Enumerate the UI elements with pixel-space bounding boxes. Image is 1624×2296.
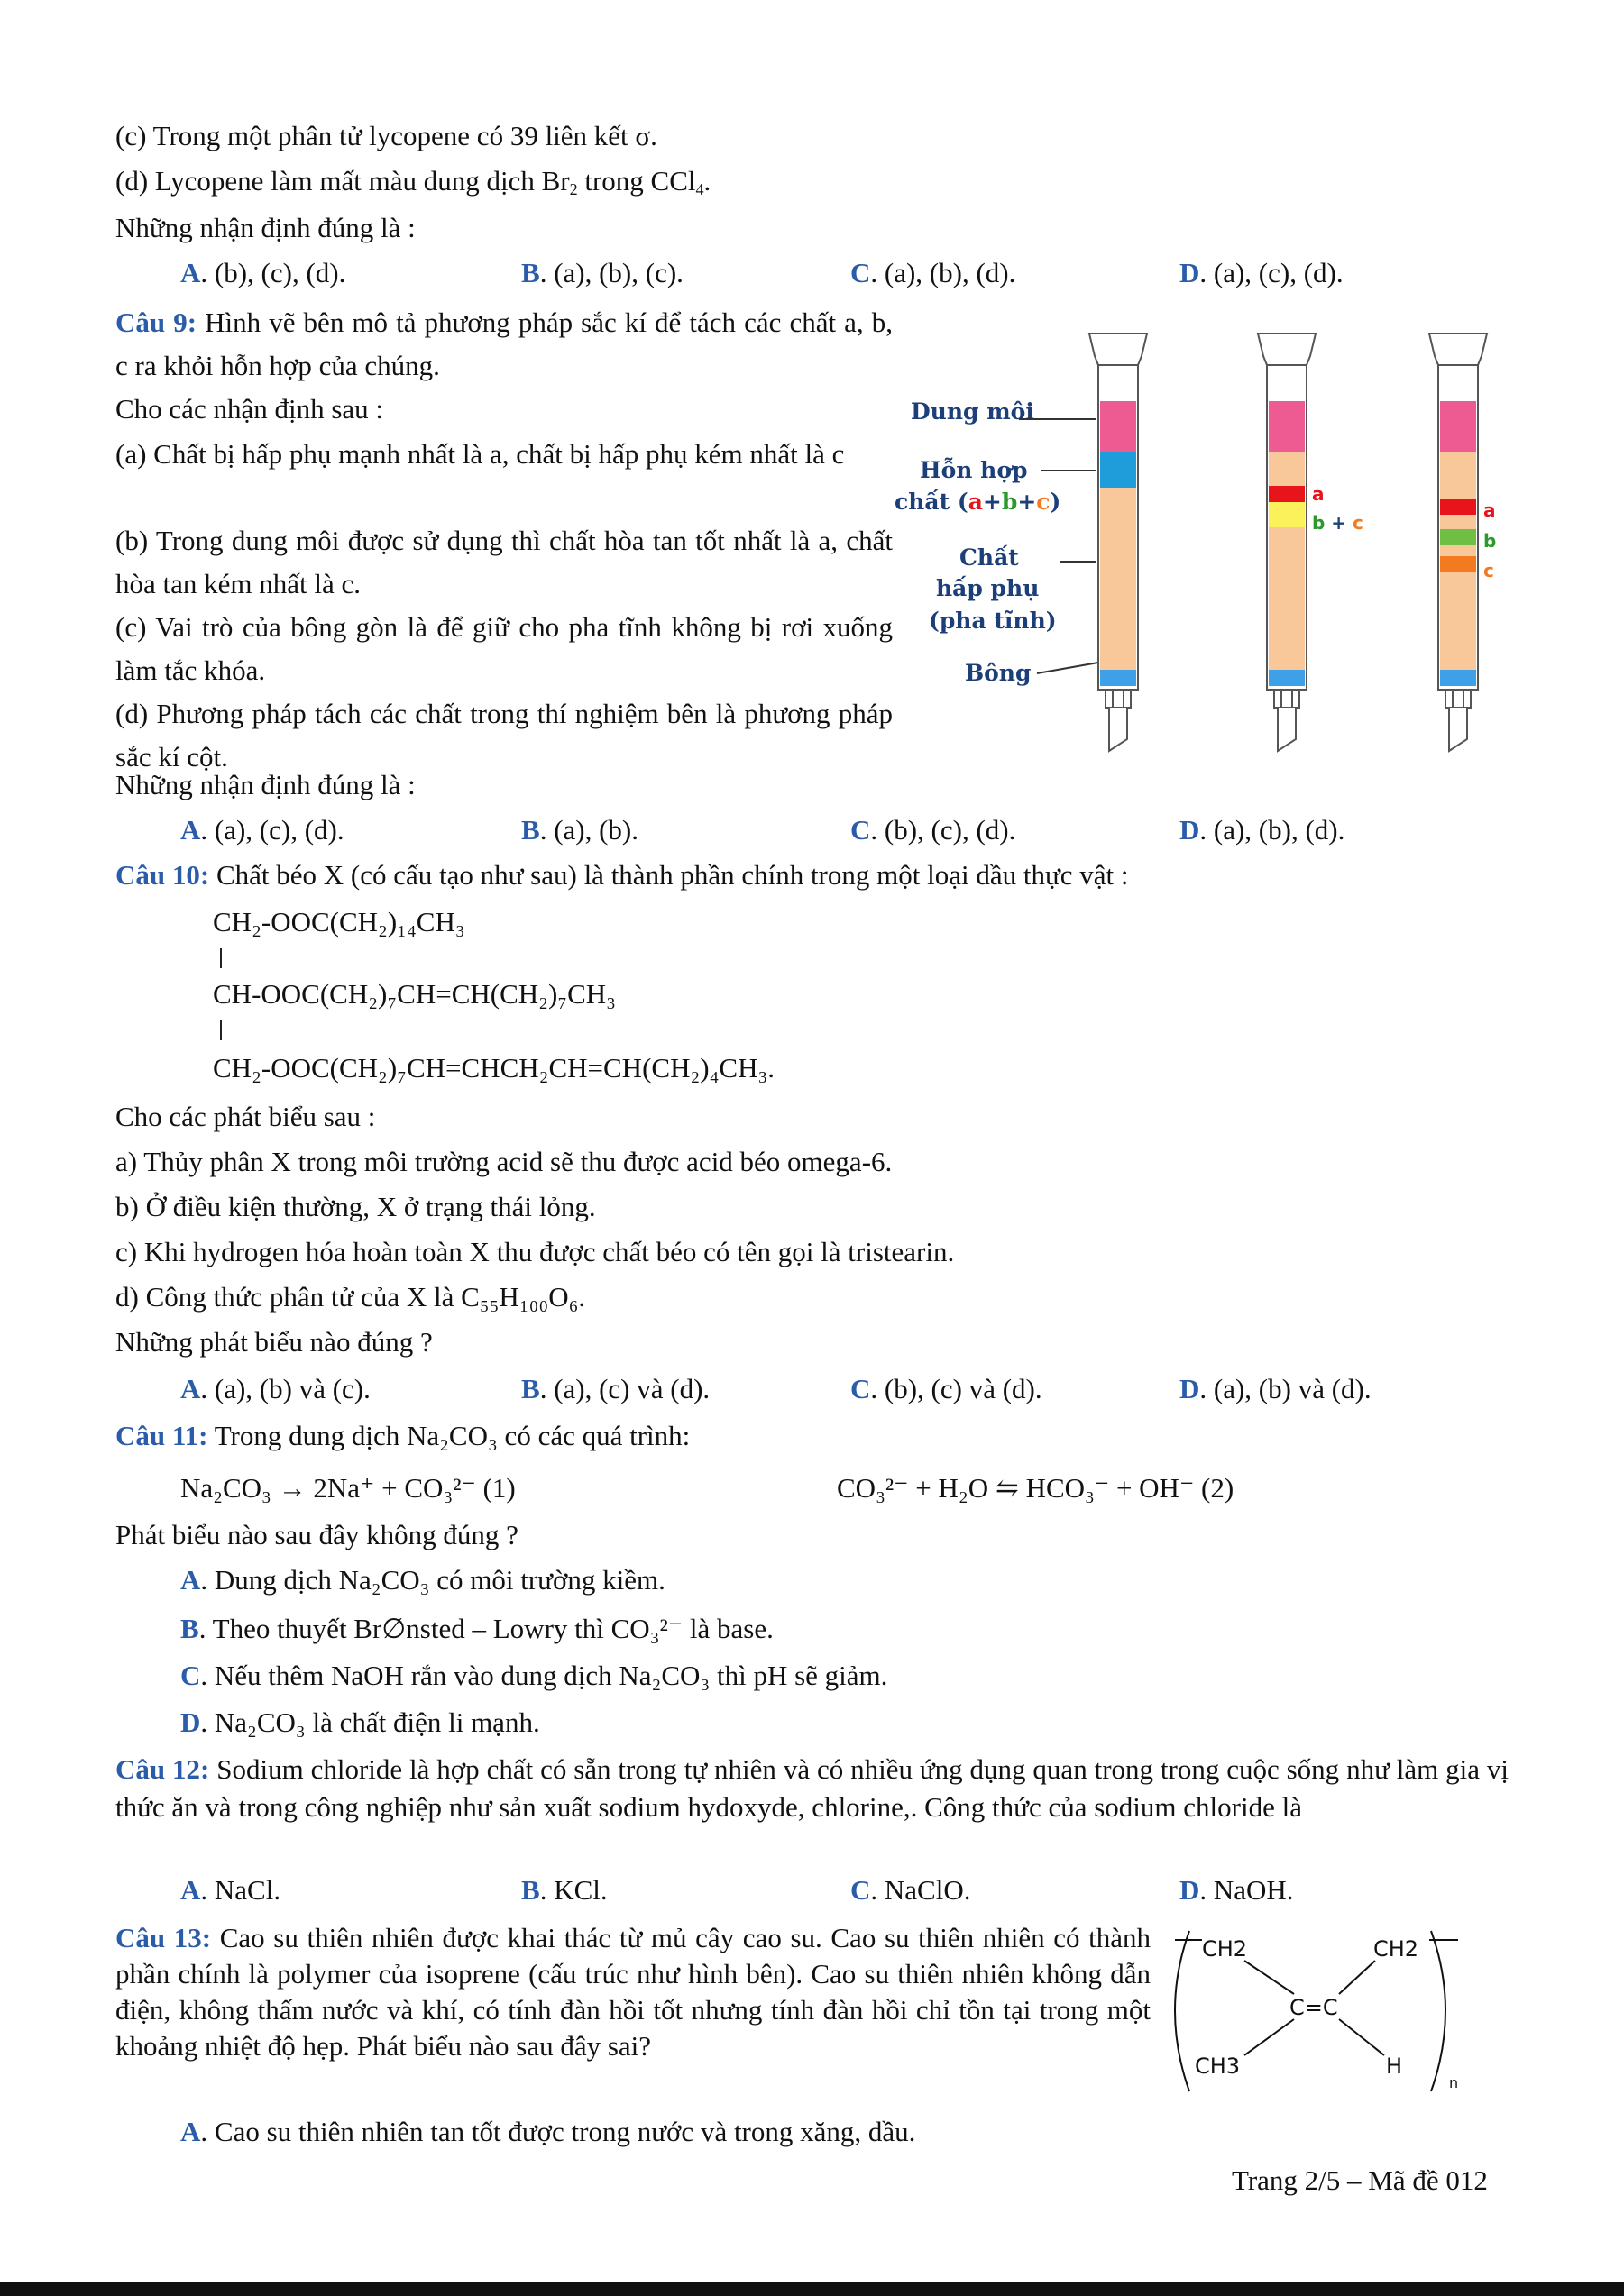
page-footer: Trang 2/5 – Mã đề 012 <box>1232 2164 1488 2196</box>
struct-h: H <box>1386 2054 1403 2079</box>
q9-text <box>115 301 893 779</box>
q9-option-a[interactable]: A. (a), (c), (d). <box>180 814 344 846</box>
q8-statement-c: (c) Trong một phân tử lycopene có 39 liên kết σ. <box>115 120 657 151</box>
q10-formula-line-1: CH₂-OOC(CH₂)₁₄CH₃ <box>213 906 465 938</box>
q8-option-a[interactable]: A. (b), (c), (d). <box>180 257 346 288</box>
q10-option-a[interactable]: A. (a), (b) và (c). <box>180 1373 371 1404</box>
q11-prompt: Phát biểu nào sau đây không đúng ? <box>115 1519 518 1550</box>
label-mixture-1: Hỗn hợp <box>920 457 1028 483</box>
q10-statement-b: b) Ở điều kiện thường, X ở trạng thái lỏng. <box>115 1191 596 1222</box>
q10-options <box>115 1372 1468 1408</box>
q10-option-b[interactable]: B. (a), (c) và (d). <box>521 1373 711 1404</box>
q8-option-c[interactable]: C. (a), (b), (d). <box>850 257 1016 288</box>
label-adsorbent-2: hấp phụ <box>936 575 1040 601</box>
label-cotton: Bông <box>965 660 1032 686</box>
q12-option-c[interactable]: C. NaClO. <box>850 1874 971 1906</box>
col3-label-b: b <box>1483 530 1497 552</box>
q12-option-b[interactable]: B. KCl. <box>521 1874 608 1906</box>
q11-option-c[interactable]: C. Nếu thêm NaOH rắn vào dung dịch Na₂CO₃ thì pH sẽ giảm. <box>180 1660 888 1691</box>
col2-label-bc: b + c <box>1312 512 1363 534</box>
col3-label-c: c <box>1483 560 1494 581</box>
q11-option-a[interactable]: A. Dung dịch Na₂CO₃ có môi trường kiềm. <box>180 1564 665 1596</box>
q11-equation-1: Na₂CO₃ → 2Na⁺ + CO₃²⁻ (1) <box>180 1472 516 1504</box>
q10-prompt: Những phát biểu nào đúng ? <box>115 1326 433 1358</box>
q8-prompt: Những nhận định đúng là : <box>115 212 416 243</box>
q9-option-c[interactable]: C. (b), (c), (d). <box>850 814 1016 846</box>
q10-statement-a: a) Thủy phân X trong môi trường acid sẽ thu được acid béo omega-6. <box>115 1146 893 1177</box>
q11-option-d[interactable]: D. Na₂CO₃ là chất điện li mạnh. <box>180 1706 540 1738</box>
struct-ch2-left: CH2 <box>1202 1936 1248 1962</box>
q10-statement-d: d) Công thức phân tử của X là C₅₅H₁₀₀O₆. <box>115 1281 586 1313</box>
q10-formula-line-3: CH₂-OOC(CH₂)₇CH=CHCH₂CH=CH(CH₂)₄CH₃. <box>213 1052 775 1084</box>
q9-prompt: Những nhận định đúng là : <box>115 769 416 800</box>
col2-label-a: a <box>1312 483 1325 505</box>
q9-statement-d: (d) Phương pháp tách các chất trong thí nghiệm bên là phương pháp sắc kí cột. <box>115 698 893 773</box>
q8-options <box>115 256 1468 292</box>
q10-option-c[interactable]: C. (b), (c) và (d). <box>850 1373 1042 1404</box>
label-adsorbent-3: (pha tĩnh) <box>929 608 1057 634</box>
q11-equation-2: CO₃²⁻ + H₂O ⇋ HCO₃⁻ + OH⁻ (2) <box>837 1472 1234 1504</box>
q10-formula-line-2: CH-OOC(CH₂)₇CH=CH(CH₂)₇CH₃ <box>213 978 616 1010</box>
q12-intro: Câu 12: Sodium chloride là hợp chất có sẵn trong tự nhiên và có nhiều ứng dụng quan trong trong cuộc sống như làm gia vị thức ăn và trong công nghiệp như sản xuất sodium hydoxyde, chlorine,. Công thức của sodium chloride là <box>115 1753 1509 1823</box>
q9-options <box>115 813 1468 849</box>
q9-statement-a: (a) Chất bị hấp phụ mạnh nhất là a, chất bị hấp phụ kém nhất là c <box>115 438 845 470</box>
label-solvent: Dung môi <box>911 398 1034 425</box>
q12-option-d[interactable]: D. NaOH. <box>1179 1874 1294 1906</box>
col3-label-a: a <box>1483 499 1496 521</box>
chromatography-figure <box>893 320 1515 771</box>
q12-options <box>115 1873 1468 1909</box>
label-adsorbent-1: Chất <box>959 544 1019 571</box>
q9-statement-b: (b) Trong dung môi được sử dụng thì chất hòa tan tốt nhất là a, chất hòa tan kém nhất là c. <box>115 525 893 599</box>
q10-bond-2 <box>220 1020 222 1040</box>
q9-given: Cho các nhận định sau : <box>115 393 384 425</box>
q10-intro: Câu 10: Chất béo X (có cấu tạo như sau) là thành phần chính trong một loại dầu thực vật : <box>115 859 1129 891</box>
column-2 <box>1258 334 1363 751</box>
q11-intro: Câu 11: Trong dung dịch Na₂CO₃ có các quá trình: <box>115 1420 691 1451</box>
label-mixture-2: chất (a+b+c) <box>895 489 1061 515</box>
q10-statement-c: c) Khi hydrogen hóa hoàn toàn X thu được chất béo có tên gọi là tristearin. <box>115 1236 955 1267</box>
isoprene-structure <box>1159 1920 1483 2100</box>
bottom-border <box>0 2282 1624 2296</box>
q9-statement-c: (c) Vai trò của bông gòn là để giữ cho pha tĩnh không bị rơi xuống làm tắc khóa. <box>115 611 893 686</box>
q10-bond-1 <box>220 948 222 968</box>
column-3 <box>1429 334 1496 751</box>
q8-option-b[interactable]: B. (a), (b), (c). <box>521 257 684 288</box>
struct-ch3: CH3 <box>1195 2054 1241 2079</box>
column-1 <box>1089 334 1147 751</box>
q10-option-d[interactable]: D. (a), (b) và (d). <box>1179 1373 1372 1404</box>
struct-double-bond: C=C <box>1289 1995 1338 2020</box>
q8-statement-d: (d) Lycopene làm mất màu dung dịch $Br_2$ trong CCl$_4$. <box>115 165 711 198</box>
q12-option-a[interactable]: A. NaCl. <box>180 1874 281 1906</box>
q9-intro: Câu 9: Hình vẽ bên mô tả phương pháp sắc kí để tách các chất a, b, c ra khỏi hỗn hợp của chúng. <box>115 306 894 381</box>
q8-option-d[interactable]: D. (a), (c), (d). <box>1179 257 1344 288</box>
q9-option-b[interactable]: B. (a), (b). <box>521 814 638 846</box>
struct-n: n <box>1449 2074 1459 2091</box>
q13-intro: Câu 13: Cao su thiên nhiên được khai thác từ mủ cây cao su. Cao su thiên nhiên có thành phần chính là polymer của isoprene (cấu trúc như hình bên). Cao su thiên nhiên không dẫn điện, không thấm nước và khí, có tính đàn hồi tốt nhưng tính đàn hồi chỉ tồn tại trong một khoảng nhiệt độ hẹp. Phát biểu nào sau đây sai? <box>115 1922 1151 2062</box>
struct-ch2-right: CH2 <box>1373 1936 1419 1962</box>
q9-option-d[interactable]: D. (a), (b), (d). <box>1179 814 1345 846</box>
q11-option-b[interactable]: B. Theo thuyết Br∅nsted – Lowry thì CO₃²⁻ là base. <box>180 1613 774 1644</box>
q10-given: Cho các phát biểu sau : <box>115 1101 376 1132</box>
q13-option-a[interactable]: A. Cao su thiên nhiên tan tốt được trong nước và trong xăng, dầu. <box>180 2116 916 2147</box>
